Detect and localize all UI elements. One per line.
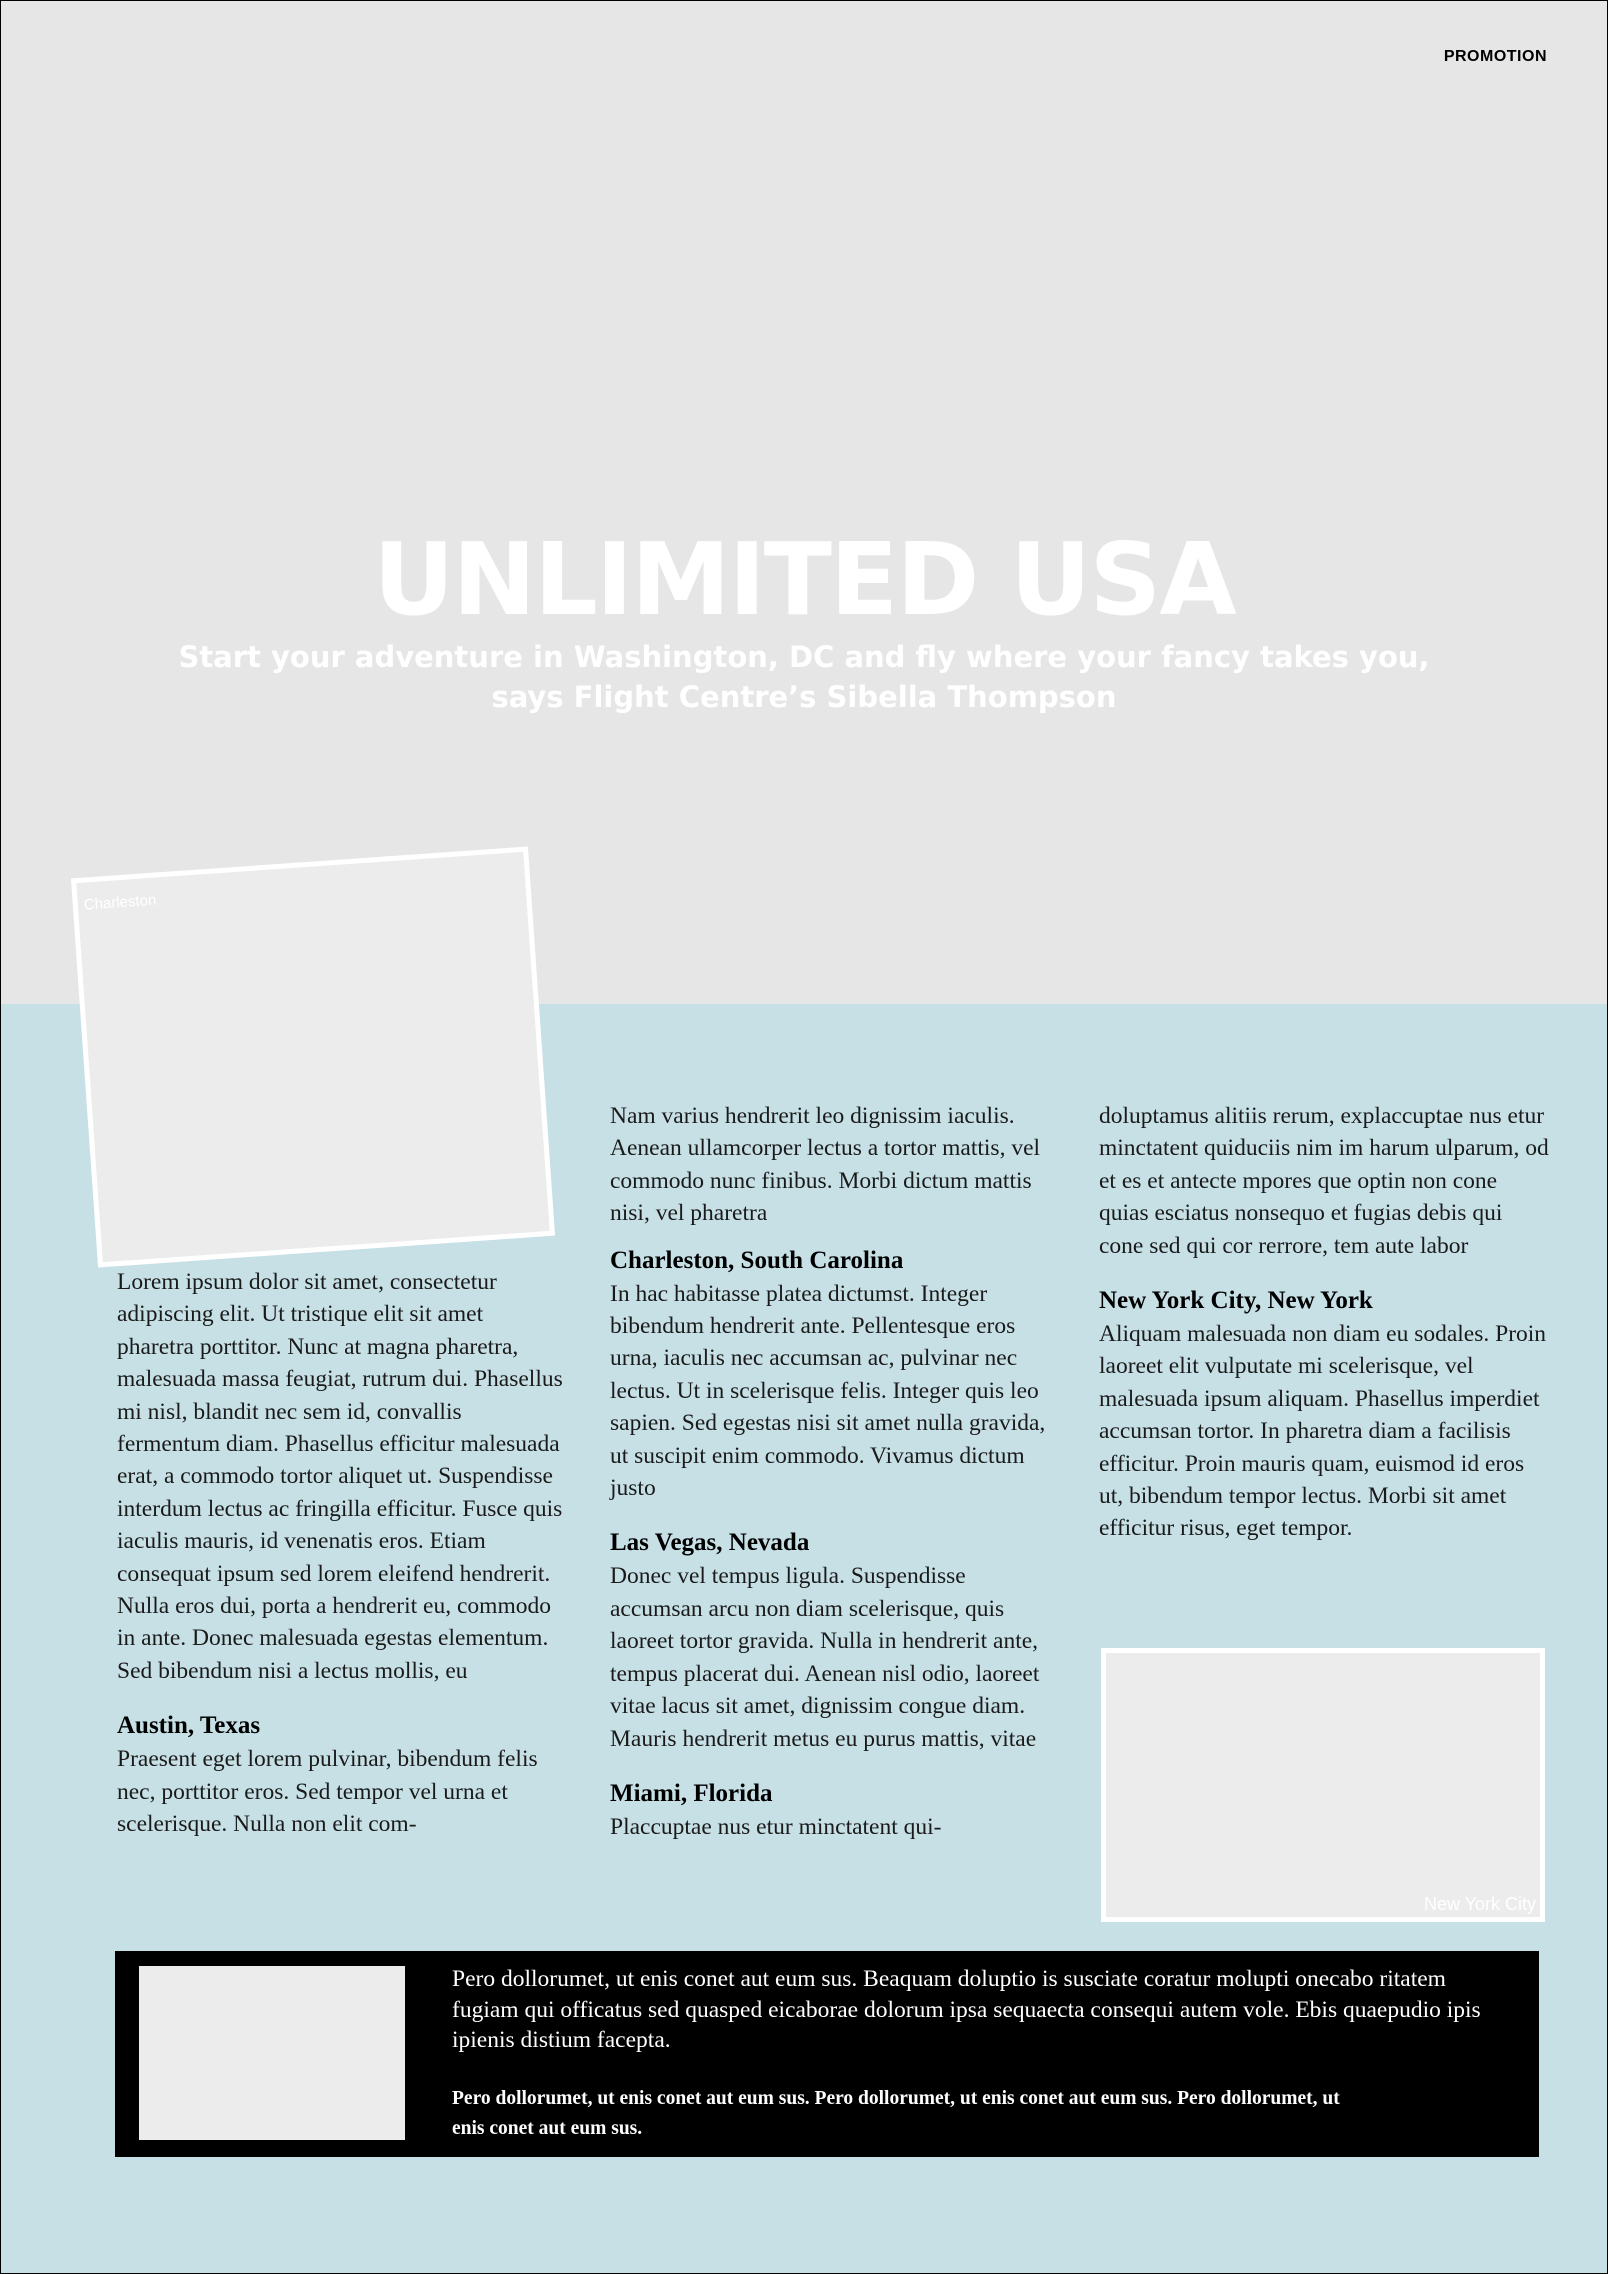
page-title: UNLIMITED USA xyxy=(373,521,1235,638)
hero-banner xyxy=(0,0,1608,1004)
charleston-photo xyxy=(71,847,555,1268)
charleston-paragraph: In hac habitasse platea dictumst. Integer bibendum hendrerit ante. Pellentesque eros urna, iaculis nec accumsan ac, pulvinar nec lectus. Ut in scelerisque felis. Integer quis leo sapien. Sed egestas nisi sit amet nulla gravida, ut suscipit enim commodo. Vivamus dictum justo xyxy=(610,1280,1046,1502)
charleston-photo-caption: Charleston xyxy=(83,891,157,914)
article-column-3 xyxy=(1099,1100,1549,1545)
advert-box xyxy=(115,1951,1539,2157)
spacer xyxy=(117,1687,565,1709)
subtitle-line-1: Start your adventure in Washington, DC and fly where your fancy takes you, xyxy=(178,640,1430,674)
new-york-photo-caption: New York City xyxy=(1423,1894,1536,1914)
miami-paragraph: Placcuptae nus etur minctatent qui- xyxy=(610,1813,942,1840)
page-subtitle xyxy=(0,637,1608,717)
article-column-2 xyxy=(610,1100,1058,1843)
promotion-label: PROMOTION xyxy=(1443,48,1547,65)
advert-image xyxy=(139,1966,405,2140)
austin-paragraph: Praesent eget lorem pulvinar, bibendum felis nec, porttitor eros. Sed tempor vel urna et scelerisque. Nulla non elit com- xyxy=(117,1746,538,1838)
intro-paragraph: Lorem ipsum dolor sit amet, consectetur adipiscing elit. Ut tristique elit sit amet pharetra porttitor. Nunc at magna pharetra, malesuada massa feugiat, rutrum dui. Phasellus mi nisl, blandit nec sem id, convallis fermentum diam. Phasellus efficitur malesuada erat, a commodo tortor aliquet ut. Suspendisse interdum lectus ac fringilla efficitur. Fusce quis iaculis mauris, id venenatis eros. Etiam consequat ipsum sed lorem eleifend hendrerit. Nulla eros dui, porta a hendrerit eu, commodo in ante. Donec malesuada egestas elementum. Sed bibendum nisi a lectus mollis, eu xyxy=(117,1269,563,1684)
column-2-intro: Nam varius hendrerit leo dignissim iaculis. Aenean ullamcorper lectus a tortor mattis, vel commodo nunc finibus. Morbi dictum mattis nisi, vel pharetra xyxy=(610,1103,1041,1227)
spacer xyxy=(610,1755,1058,1777)
subtitle-line-2: says Flight Centre’s Sibella Thompson xyxy=(491,680,1117,714)
spacer xyxy=(610,1230,1058,1244)
spacer xyxy=(1099,1262,1549,1284)
las-vegas-paragraph: Donec vel tempus ligula. Suspendisse accumsan arcu non diam scelerisque, quis laoreet tortor gravida. Nulla in hendrerit ante, tempus placerat dui. Aenean nisl odio, laoreet vitae lacus sit amet, dignissim congue diam. Mauris hendrerit metus eu purus mattis, vitae xyxy=(610,1563,1040,1752)
new-york-heading: New York City, New York xyxy=(1099,1287,1373,1315)
advert-text: Pero dollorumet, ut enis conet aut eum sus. Beaquam doluptio is susciate coratur molupti onecabo ritatem fugiam qui officatus sed quasped eicaborae dolorum ipsa sequaecta consequi autem vole. Ebis quaepudio ipis ipienis distium facepta. xyxy=(452,1966,1481,2053)
austin-heading: Austin, Texas xyxy=(117,1712,261,1740)
column-3-intro: doluptamus alitiis rerum, explaccuptae nus etur minctatent quiduciis nim im harum ulparum, od et es et antecte mpores que optin non cone quias esciatus nonsequo et fugias debis qui cone sed qui cor rerrore, tem aute labor xyxy=(1099,1103,1549,1259)
new-york-paragraph: Aliquam malesuada non diam eu sodales. Proin laoreet elit vulputate mi scelerisque, vel malesuada ipsum aliquam. Phasellus imperdiet accumsan tortor. In pharetra diam a facilisis efficitur. Proin mauris quam, euismod id eros ut, bibendum tempor lectus. Morbi sit amet efficitur risus, eget tempor. xyxy=(1099,1321,1547,1542)
charleston-heading: Charleston, South Carolina xyxy=(610,1246,904,1274)
miami-heading: Miami, Florida xyxy=(610,1779,773,1807)
new-york-photo xyxy=(1101,1648,1545,1922)
spacer xyxy=(610,1504,1058,1526)
advert-bold-text: Pero dollorumet, ut enis conet aut eum sus. Pero dollorumet, ut enis conet aut eum sus. Pero dollorumet, ut enis conet aut eum sus. xyxy=(452,2088,1340,2139)
las-vegas-heading: Las Vegas, Nevada xyxy=(610,1529,810,1557)
article-column-1 xyxy=(117,1266,565,1841)
